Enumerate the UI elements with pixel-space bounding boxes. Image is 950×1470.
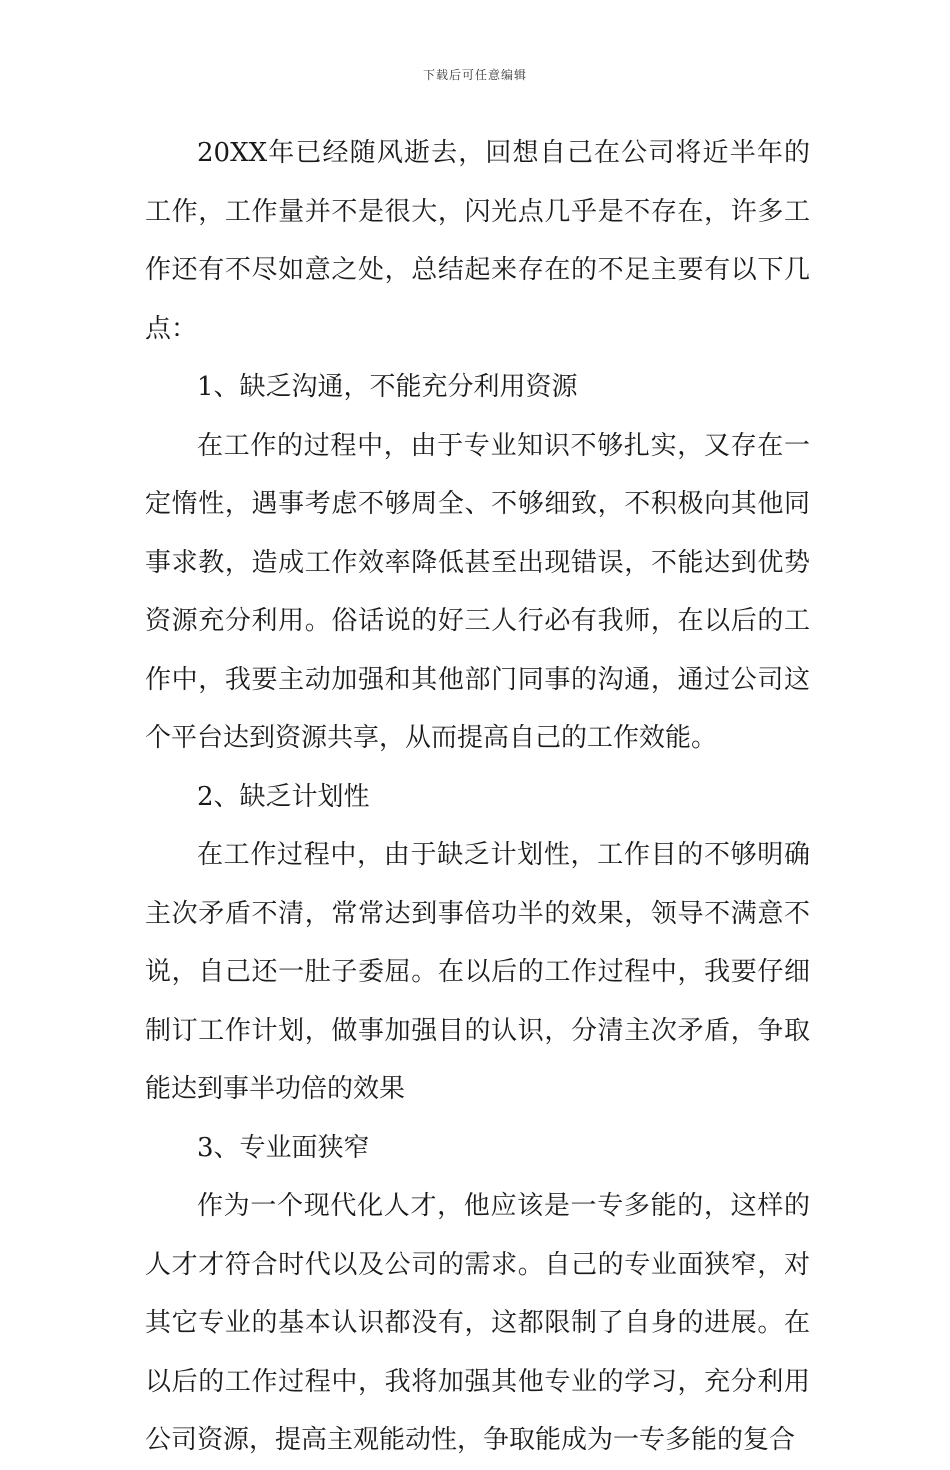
section-heading-2: 2、缺乏计划性	[197, 781, 370, 812]
document-body	[145, 124, 810, 1470]
section-heading-3: 3、专业面狭窄	[197, 1132, 370, 1163]
section-heading-1: 1、缺乏沟通，不能充分利用资源	[197, 372, 578, 402]
section-paragraph-3: 作为一个现代化人才，他应该是一专多能的，这样的人才才符合时代以及公司的需求。自己的专业面狭窄，对其它专业的基本认识都没有，这都限制了自身的进展。在以后的工作过程中，我将加强其他专业的学习，充分利用公司资源，提高主观能动性，争取能成为一专多能的复合	[145, 1191, 810, 1455]
section-paragraph-2: 在工作过程中，由于缺乏计划性，工作目的不够明确主次矛盾不清，常常达到事倍功半的效果，领导不满意不说，自己还一肚子委屈。在以后的工作过程中，我要仔细制订工作计划，做事加强目的认识，分清主次矛盾，争取能达到事半功倍的效果	[145, 840, 810, 1104]
header-note: 下载后可任意编辑	[422, 68, 527, 82]
intro-paragraph: 20XX年已经随风逝去，回想自己在公司将近半年的工作，工作量并不是很大，闪光点几乎是不存在，许多工作还有不尽如意之处，总结起来存在的不足主要有以下几点：	[145, 138, 810, 344]
section-paragraph-1: 在工作的过程中，由于专业知识不够扎实，又存在一定惰性，遇事考虑不够周全、不够细致，不积极向其他同事求教，造成工作效率降低甚至出现错误，不能达到优势资源充分利用。俗话说的好三人行必有我师，在以后的工作中，我要主动加强和其他部门同事的沟通，通过公司这个平台达到资源共享，从而提高自己的工作效能。	[145, 430, 810, 753]
